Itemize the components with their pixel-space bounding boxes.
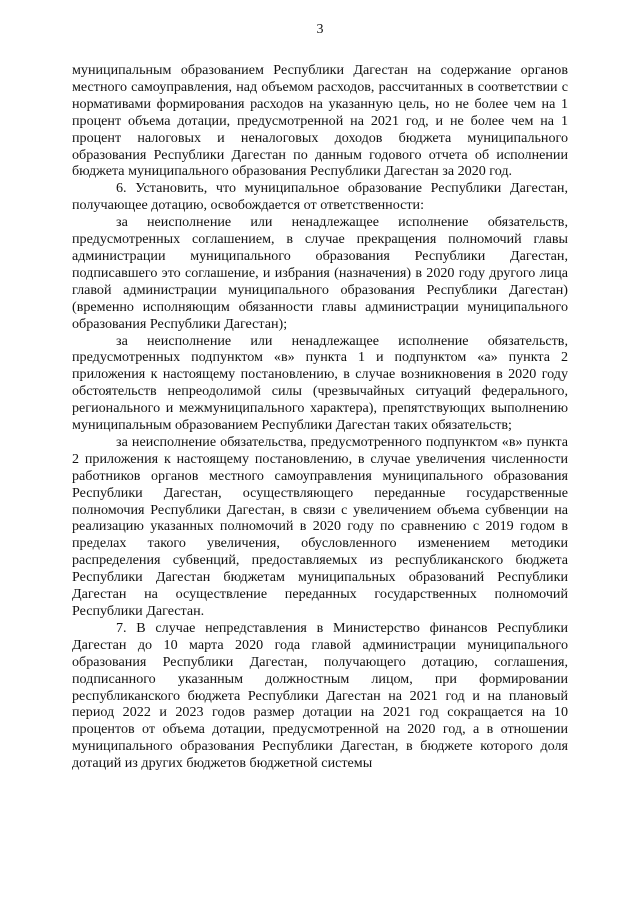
paragraph-clause-7: 7. В случае непредставления в Министерство финансов Республики Дагестан до 10 марта 2020 года главой администрации муниципального образования Республики Дагестан, получающего дотацию, соглашения, подписанного указанным должностным лицом, при формировании республиканского бюджета Республики Дагестан на 2021 год и на плановый период 2022 и 2023 годов размер дотации на 2021 год сокращается на 10 процентов от объема дотации, предусмотренной на 2020 год, а в отношении муниципального образования Республики Дагестан, в бюджете которого доля дотаций из других бюджетов бюджетной системы [72, 619, 568, 772]
document-body [72, 62, 568, 772]
page-number: 3 [316, 22, 324, 37]
paragraph-exemption-1: за неисполнение или ненадлежащее исполнение обязательств, предусмотренных соглашением, в случае прекращения полномочий главы администрации муниципального образования Республики Дагестан, подписавшего это соглашение, и избрания (назначения) в 2020 году другого лица главой администрации муниципального образования Республики Дагестан) (временно исполняющим обязанности главы администрации муниципального образования Республики Дагестан); [72, 214, 568, 332]
paragraph-clause-6: 6. Установить, что муниципальное образование Республики Дагестан, получающее дотацию, освобождается от ответственности: [72, 180, 568, 214]
paragraph-exemption-2: за неисполнение или ненадлежащее исполнение обязательств, предусмотренных подпунктом «в» пункта 1 и подпунктом «а» пункта 2 приложения к настоящему постановлению, в случае возникновения в 2020 году обстоятельств непреодолимой силы (чрезвычайных ситуаций федерального, регионального и межмуниципального характера), препятствующих выполнению муниципальным образованием Республики Дагестан таких обязательств; [72, 332, 568, 434]
paragraph-continuation: муниципальным образованием Республики Дагестан на содержание органов местного самоуправления, над объемом расходов, рассчитанных в соответствии с нормативами формирования расходов на указанную цель, но не более чем на 1 процент объема дотации, предусмотренной на 2021 год, и не более чем на 1 процент налоговых и неналоговых доходов бюджета муниципального образования Республики Дагестан по данным годового отчета об исполнении бюджета муниципального образования Республики Дагестан за 2020 год. [72, 62, 568, 180]
paragraph-exemption-3: за неисполнение обязательства, предусмотренного подпунктом «в» пункта 2 приложения к настоящему постановлению, в случае увеличения численности работников органов местного самоуправления муниципального образования Республики Дагестан, осуществляющего переданные государственные полномочия Республики Дагестан, в связи с увеличением объема субвенции на реализацию указанных полномочий в 2020 году по сравнению с 2019 годом в пределах такого увеличения, обусловленного изменением методики распределения субвенций, предоставляемых из республиканского бюджета Республики Дагестан бюджетам муниципальных образований Республики Дагестан на осуществление переданных государственных полномочий Республики Дагестан. [72, 433, 568, 619]
